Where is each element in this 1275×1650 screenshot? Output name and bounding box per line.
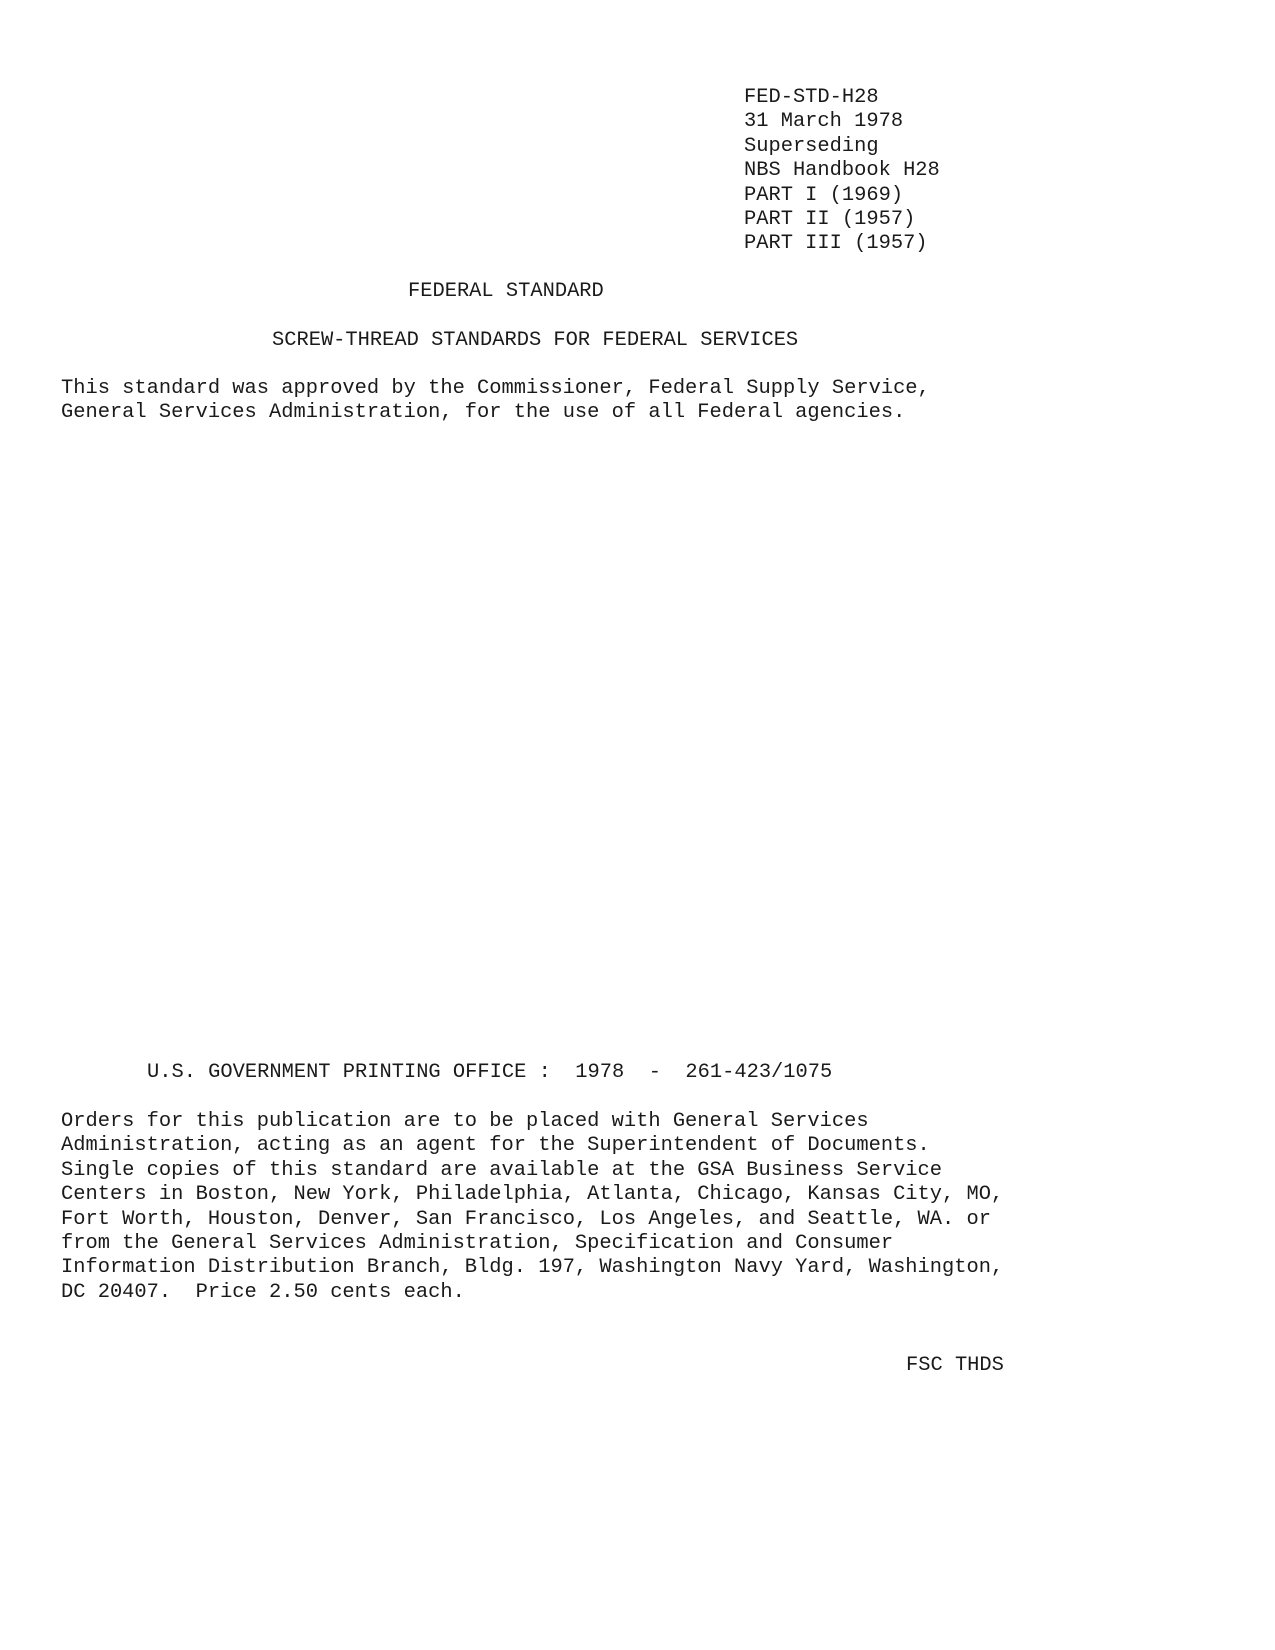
document-date: 31 March 1978 [744,110,904,134]
page-title: FEDERAL STANDARD [408,280,604,303]
document-number: FED-STD-H28 [744,86,879,109]
orders-line: Single copies of this standard are available at the GSA Business Service [61,1158,943,1182]
superseding-label: Superseding [744,134,879,158]
orders-line: Information Distribution Branch, Bldg. 197, Washington Navy Yard, Washington, [61,1256,1004,1280]
orders-line: Centers in Boston, New York, Philadelphia, Atlanta, Chicago, Kansas City, MO, [61,1183,1004,1207]
orders-paragraph [61,1110,1003,1305]
orders-line: Administration, acting as an agent for the Superintendent of Documents. [61,1134,930,1158]
orders-line: Orders for this publication are to be placed with General Services [61,1110,869,1133]
fsc-code: FSC THDS [906,1354,1004,1377]
document-identifier-block [744,86,940,257]
superseded-part-3: PART III (1957) [744,232,928,256]
orders-line: from the General Services Administration, Specification and Consumer [61,1231,894,1255]
superseded-part-1: PART I (1969) [744,183,904,207]
page-subtitle: SCREW-THREAD STANDARDS FOR FEDERAL SERVICES [272,329,799,352]
superseded-handbook: NBS Handbook H28 [744,159,940,183]
approval-statement [61,377,930,426]
printing-office-line: U.S. GOVERNMENT PRINTING OFFICE : 1978 - 261-423/1075 [147,1061,833,1084]
approval-line: This standard was approved by the Commissioner, Federal Supply Service, [61,377,930,400]
approval-line: General Services Administration, for the use of all Federal agencies. [61,401,906,425]
orders-line: DC 20407. Price 2.50 cents each. [61,1280,465,1304]
orders-line: Fort Worth, Houston, Denver, San Francisco, Los Angeles, and Seattle, WA. or [61,1207,991,1231]
superseded-part-2: PART II (1957) [744,207,916,231]
